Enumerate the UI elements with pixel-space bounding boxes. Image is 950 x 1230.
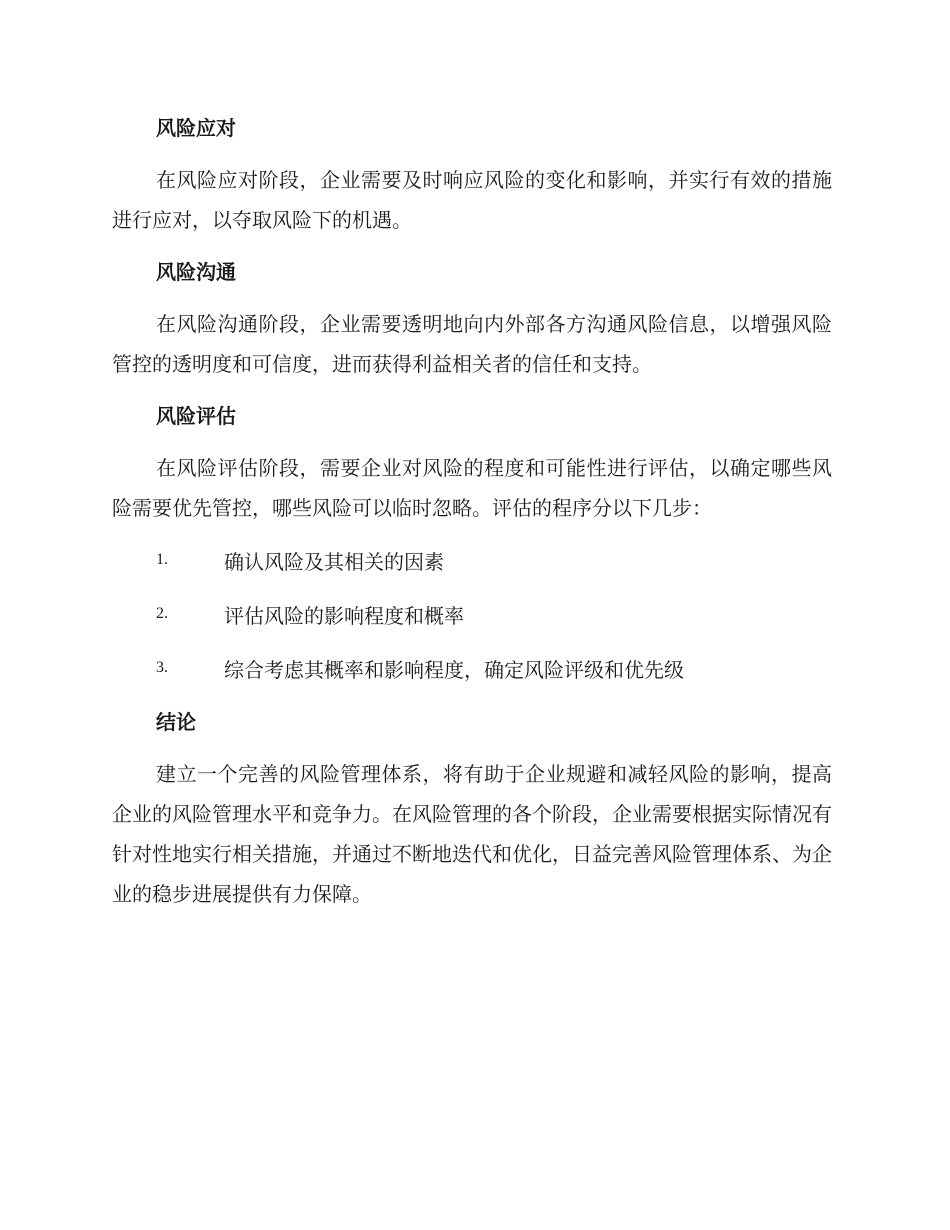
- list-item-text: 评估风险的影响程度和概率: [224, 603, 464, 628]
- section-paragraph-risk-response: 在风险应对阶段，企业需要及时响应风险的变化和影响，并实行有效的措施进行应对，以夺取风险下的机遇。: [112, 168, 832, 232]
- document-page: [112, 108, 832, 914]
- list-item-number: 2.: [156, 605, 168, 622]
- assessment-steps-list: [112, 540, 832, 688]
- section-heading-risk-response: 风险应对: [156, 116, 236, 140]
- conclusion-paragraph: 建立一个完善的风险管理体系，将有助于企业规避和减轻风险的影响，提高企业的风险管理水平和竞争力。在风险管理的各个阶段，企业需要根据实际情况有针对性地实行相关措施，并通过不断地迭代和优化，日益完善风险管理体系、为企业的稳步进展提供有力保障。: [112, 762, 832, 906]
- list-item-number: 3.: [156, 659, 168, 676]
- conclusion-heading: 结论: [156, 710, 196, 734]
- section-paragraph-risk-communication: 在风险沟通阶段，企业需要透明地向内外部各方沟通风险信息，以增强风险管控的透明度和可信度，进而获得利益相关者的信任和支持。: [112, 312, 832, 376]
- section-heading-risk-communication: 风险沟通: [156, 260, 236, 284]
- list-item: [112, 540, 832, 580]
- list-item-text: 确认风险及其相关的因素: [224, 549, 444, 574]
- section-heading-risk-assessment: 风险评估: [156, 404, 236, 428]
- list-item-number: 1.: [156, 551, 168, 568]
- section-paragraph-risk-assessment: 在风险评估阶段，需要企业对风险的程度和可能性进行评估，以确定哪些风险需要优先管控，哪些风险可以临时忽略。评估的程序分以下几步：: [112, 456, 832, 520]
- list-item-text: 综合考虑其概率和影响程度，确定风险评级和优先级: [224, 657, 684, 682]
- list-item: [112, 648, 832, 688]
- list-item: [112, 594, 832, 634]
